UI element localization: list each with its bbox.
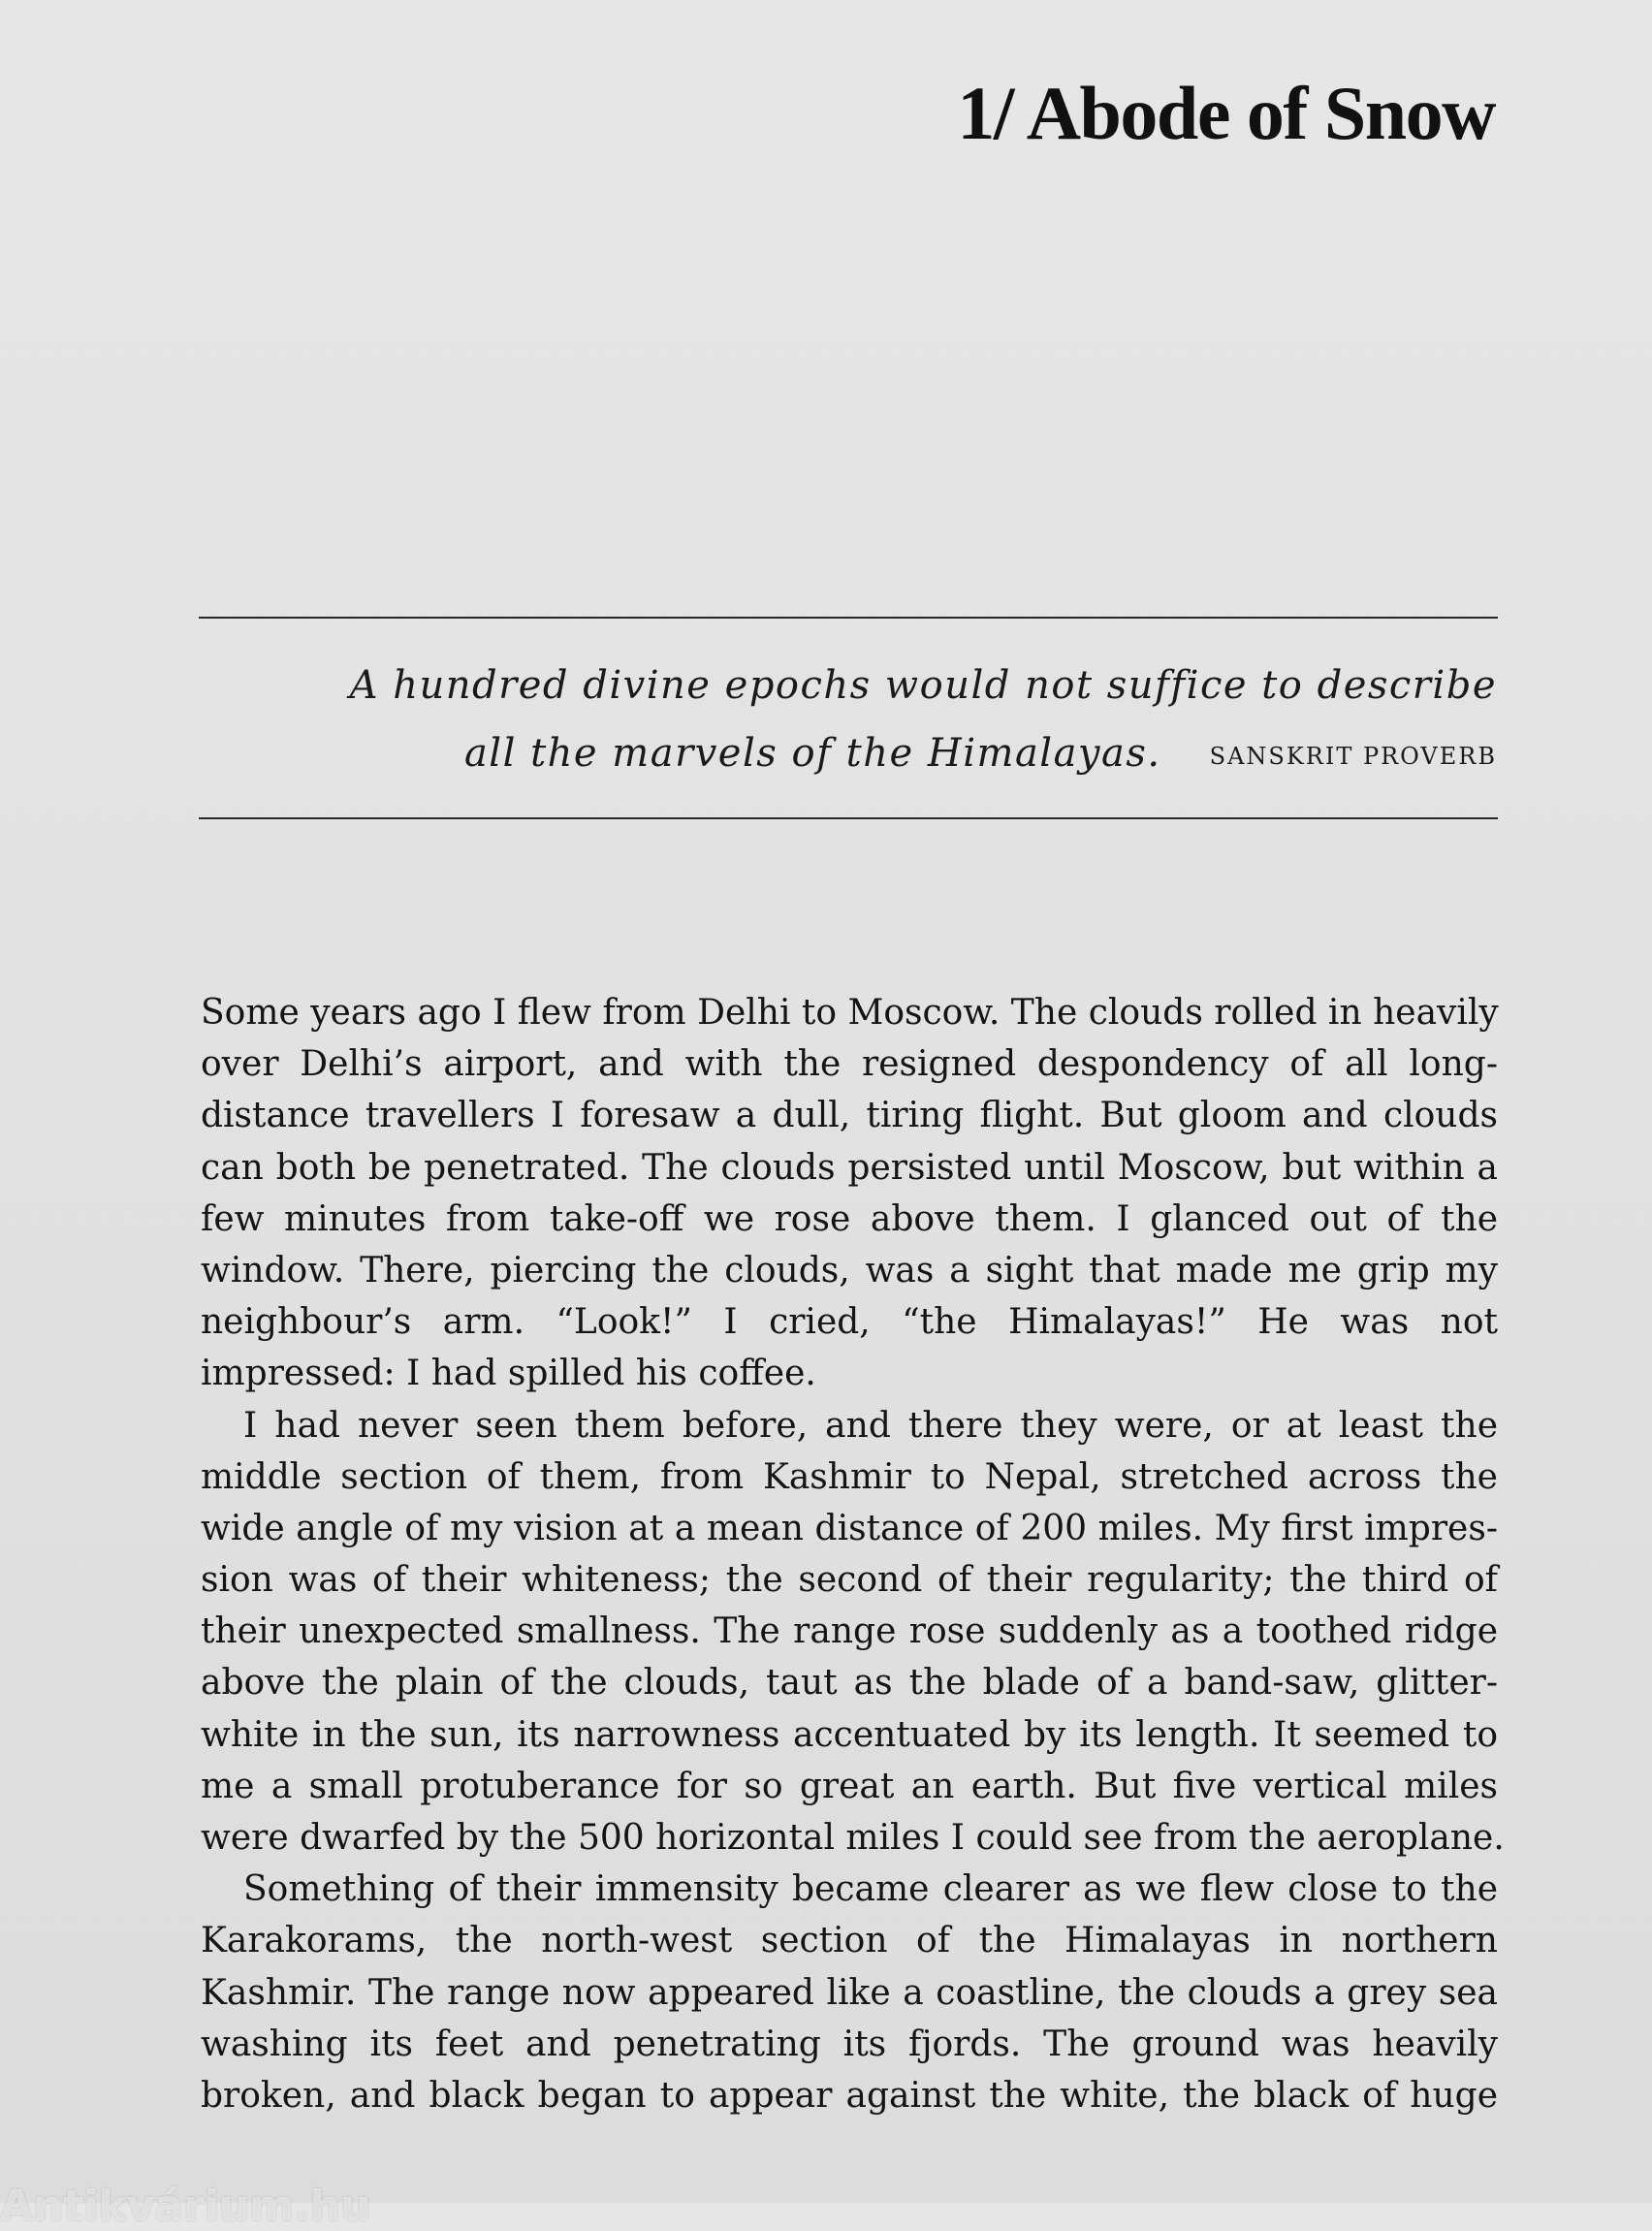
text-line: can both be penetrated. The clouds persisted until Moscow, but within a — [201, 1147, 1498, 1188]
epigraph-bottom-rule — [199, 817, 1498, 819]
text-line: white in the sun, its narrowness accentuated by its length. It seemed to — [201, 1714, 1498, 1755]
text-line: distance travellers I foresaw a dull, tiring flight. But gloom and clouds — [201, 1096, 1498, 1136]
text-line: impressed: I had spilled his coffee. — [201, 1354, 816, 1394]
text-line: Some years ago I flew from Delhi to Moscow. The clouds rolled in heavily — [201, 993, 1499, 1033]
text-line: sion was of their whiteness; the second of their regularity; the third of — [201, 1560, 1498, 1601]
text-line: above the plain of the clouds, taut as the blade of a band-saw, glitter- — [201, 1663, 1498, 1704]
body-text — [201, 987, 1505, 2121]
text-line: Something of their immensity became clearer as we flew close to the — [243, 1869, 1498, 1910]
text-line: I had never seen them before, and there they were, or at least the — [243, 1405, 1498, 1446]
text-line: middle section of them, from Kashmir to Nepal, stretched across the — [201, 1456, 1498, 1497]
epigraph-attribution: SANSKRIT PROVERB — [1209, 743, 1497, 770]
text-line: few minutes from take-off we rose above them. I glanced out of the — [201, 1198, 1498, 1239]
watermark: Antikvárium.hu — [0, 2182, 371, 2231]
text-line: their unexpected smallness. The range rose suddenly as a toothed ridge — [201, 1611, 1498, 1652]
text-line: neighbour’s arm. “Look!” I cried, “the Himalayas!” He was not — [201, 1302, 1498, 1343]
text-line: Kashmir. The range now appeared like a coastline, the clouds a grey sea — [201, 1972, 1498, 2013]
epigraph-line: A hundred divine epochs would not suffice to describe — [349, 663, 1497, 708]
text-line: over Delhi’s airport, and with the resigned despondency of all long- — [201, 1044, 1498, 1085]
text-line: washing its feet and penetrating its fjords. The ground was heavily — [201, 2024, 1498, 2064]
text-line: wide angle of my vision at a mean distance of 200 miles. My first impres- — [201, 1508, 1498, 1548]
chapter-title: 1/ Abode of Snow — [957, 71, 1495, 155]
epigraph-top-rule — [199, 617, 1498, 619]
epigraph — [237, 652, 1497, 790]
text-line: me a small protuberance for so great an earth. But five vertical miles — [201, 1766, 1498, 1806]
text-line: window. There, piercing the clouds, was a sight that made me grip my — [201, 1250, 1498, 1291]
epigraph-line — [237, 719, 1497, 790]
epigraph-line-text: all the marvels of the Himalayas. — [463, 731, 1161, 776]
text-line: Karakorams, the north-west section of the Himalayas in northern — [201, 1921, 1498, 1961]
text-line: were dwarfed by the 500 horizontal miles I could see from the aeroplane. — [201, 1818, 1505, 1858]
text-line: broken, and black began to appear against the white, the black of huge — [201, 2075, 1498, 2116]
